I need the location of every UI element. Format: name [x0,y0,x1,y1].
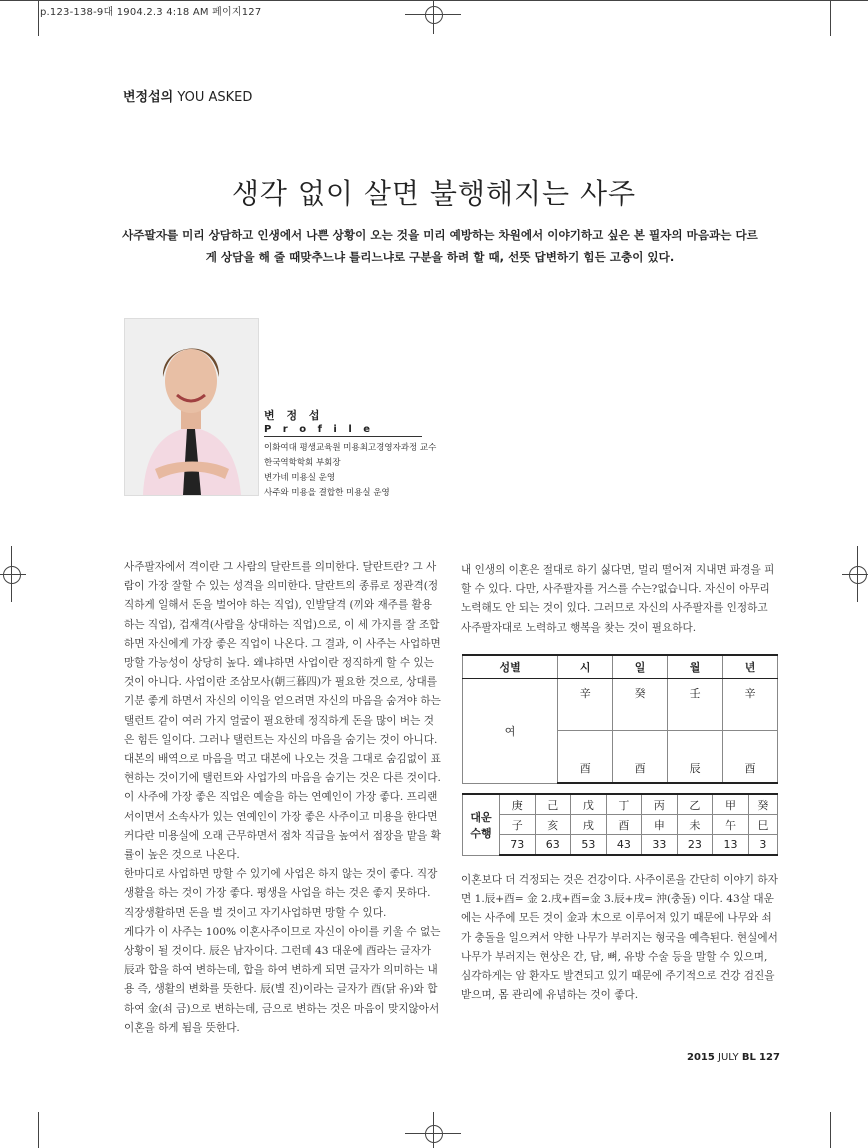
profile-item: 한국역학학회 부회장 [264,458,341,468]
body-paragraph: 사주팔자에서 격이란 그 사람의 달란트를 의미한다. 달란트란? 그 사람이 가장 잘할 수 있는 성격을 의미한다. 달란트의 종류로 정관격(정직하게 일해서 돈을 벌어야 하는 직업), 인발달격 (끼와 재주를 활용하는 직업), 겁재격(사람을 상대하는 직업)으로, 이 세 가지를 잘 조합하면 자신에게 가장 좋은 직업이 나온다. 그 결과, 이 사주는 사업하면 망할 가능성이 상당히 높다. 왜냐하면 사업이란 정직하게 할 수 있는 것이 아니다. 사업이란 조삼모사(朝三暮四)가 필요한 것으로, 상대를 기분 좋게 하면서 자신의 이익을 얻으려면 자신의 마음을 숨겨야 하는 탤런트 같이 여러 가지 얼굴이 필요한데 정직하게 돈을 많이 버는 것은 힘든 일이다. 그러나 탤런트는 자신의 마음을 숨기는 것이 아니다. 대본의 배역으로 마음을 먹고 대본에 나오는 것을 그대로 숨김없이 표현하는 것이기에 탤런트와 사업가의 마음을 숨기는 것은 다른 것이다. 이 사주에 가장 좋은 직업은 예술을 하는 연예인이 가장 좋다. 프리랜서이면서 소속사가 있는 연예인이 가장 좋은 사주이고 미용을 한다면 커다란 미용실에 오래 근무하면서 점차 직급을 높여서 점장을 맡을 확률이 높은 것으로 나온다. [124,561,441,862]
saju-cell: 酉 [723,731,778,784]
body-column-right-bottom [461,871,779,1005]
crop-mark-left-top [38,0,39,36]
saju-table [462,654,778,784]
profile-item: 변가네 미용실 운영 [264,473,336,483]
daeun-cell: 未 [677,815,713,835]
daeun-age: 73 [500,835,536,856]
daeun-cell: 甲 [713,794,749,815]
registration-mark-right [849,566,867,584]
daeun-age: 3 [748,835,777,856]
daeun-age: 53 [571,835,607,856]
saju-header: 시 [558,655,613,679]
section-author: 변정섭의 [123,90,174,105]
daeun-table [462,793,778,856]
registration-mark-top [425,6,443,24]
saju-cell: 辰 [668,731,723,784]
profile-item: 사주와 미용을 결합한 미용실 운영 [264,488,390,498]
body-paragraph: 게다가 이 사주는 100% 이혼사주이므로 자신이 아이를 키울 수 없는 상황이 될 것이다. 辰은 남자이다. 그런데 43 대운에 酉라는 글자가 辰과 합을 하여 변하는데, 합을 하여 변하게 되면 글자가 의미하는 내용 즉, 생활의 변화를 뜻한다. 辰(별 진)이라는 글자가 酉(닭 유)와 합하여 金(쇠 금)으로 변하는데, 금으로 변하는 것은 마음이 맞지않아서 이혼을 하게 됨을 뜻한다. [124,925,441,1034]
daeun-age: 13 [713,835,749,856]
saju-upper-row [463,679,778,731]
saju-cell: 壬 [668,679,723,731]
body-paragraph: 이혼보다 더 걱정되는 것은 건강이다. 사주이론을 간단히 이야기 하자면 1.辰+酉= 金 2.戌+酉=金 3.辰+戌= 沖(충돌) 이다. 43살 대운에는 사주에 모든 것이 金과 木으로 이루어져 있기 때문에 나무와 쇠가 충돌을 일으켜서 약한 나무가 부러지는 형국을 예측된다. 현실에서 나무가 부러지는 현상은 간, 담, 뼈, 유방 수술 등을 말할 수 있으며, 심각하게는 암 환자도 발견되고 있기 때문에 주기적으로 건강 검진을 받으며, 몸 관리에 유념하는 것이 좋다. [461,874,778,1002]
trim-line-top [0,0,868,1]
article-lead: 사주팔자를 미리 상담하고 인생에서 나쁜 상황이 오는 것을 미리 예방하는 차원에서 이야기하고 싶은 본 필자의 마음과는 다르게 상담을 해 줄 때맞추느냐 틀리느냐로 구분을 하려 할 때, 선뜻 답변하기 힘든 고충이 있다. [122,228,758,264]
daeun-cell: 亥 [535,815,571,835]
profile-list [264,441,436,501]
body-column-right-top [461,561,779,638]
daeun-age: 33 [642,835,678,856]
daeun-cell: 酉 [606,815,642,835]
daeun-cell: 午 [713,815,749,835]
registration-mark-left [3,566,21,584]
registration-mark-bottom [425,1125,443,1143]
daeun-cell: 丁 [606,794,642,815]
saju-cell: 酉 [613,731,668,784]
crop-mark-right-bottom [830,1112,831,1148]
print-slug: p.123-138-9대 1904.2.3 4:18 AM 페이지127 [40,7,262,18]
body-paragraph: 내 인생의 이혼은 절대로 하기 싫다면, 멀리 떨어져 지내면 파경을 피할 수 있다. 다만, 사주팔자를 거스를 수는?없습니다. 자신이 아무리 노력해도 안 되는 것이 있다. 그러므로 자신의 사주팔자를 인정하고 사주팔자대로 노력하고 행복을 찾는 것이 필요하다. [461,564,775,634]
daeun-cell: 申 [642,815,678,835]
saju-header: 월 [668,655,723,679]
saju-header: 년 [723,655,778,679]
daeun-cell: 子 [500,815,536,835]
profile-heading: P r o f i l e [264,424,422,437]
daeun-label: 대운 수행 [463,794,500,855]
folio-magazine: BL [741,1052,756,1063]
daeun-cell: 己 [535,794,571,815]
article-title: 생각 없이 살면 불행해지는 사주 [231,177,637,210]
author-portrait-illustration [125,319,258,495]
author-photo [124,318,259,496]
daeun-cell: 戌 [571,815,607,835]
daeun-cell: 庚 [500,794,536,815]
profile-name: 변 정 섭 [264,409,324,422]
crop-mark-left-bottom [38,1112,39,1148]
folio-year: 2015 [687,1052,715,1063]
daeun-cell: 戊 [571,794,607,815]
daeun-age-row [463,835,778,856]
daeun-age: 23 [677,835,713,856]
daeun-cell: 乙 [677,794,713,815]
daeun-cell: 癸 [748,794,777,815]
page-folio [687,1052,780,1063]
folio-page: 127 [759,1052,780,1063]
section-name: YOU ASKED [177,90,253,105]
saju-cell: 癸 [613,679,668,731]
daeun-stem-row [463,794,778,815]
saju-header-row [463,655,778,679]
crop-mark-right-top [830,0,831,36]
saju-gender: 여 [463,679,558,784]
saju-cell: 辛 [558,679,613,731]
folio-month: JULY [718,1052,739,1063]
daeun-age: 43 [606,835,642,856]
section-label [123,86,252,105]
daeun-branch-row [463,815,778,835]
body-paragraph: 한마디로 사업하면 망할 수 있기에 사업은 하지 않는 것이 좋다. 직장생활을 하는 것이 가장 좋다. 평생을 사업을 하는 것은 좋지 못하다. 직장생활하면 돈을 벌 것이고 자기사업하면 망할 수 있다. [124,868,438,919]
profile-item: 이화여대 평생교육원 미용최고경영자과정 교수 [264,443,437,453]
saju-cell: 辛 [723,679,778,731]
daeun-cell: 巳 [748,815,777,835]
saju-cell: 酉 [558,731,613,784]
saju-header: 일 [613,655,668,679]
saju-header: 성별 [463,655,558,679]
daeun-age: 63 [535,835,571,856]
body-column-left [124,558,442,1038]
daeun-cell: 丙 [642,794,678,815]
